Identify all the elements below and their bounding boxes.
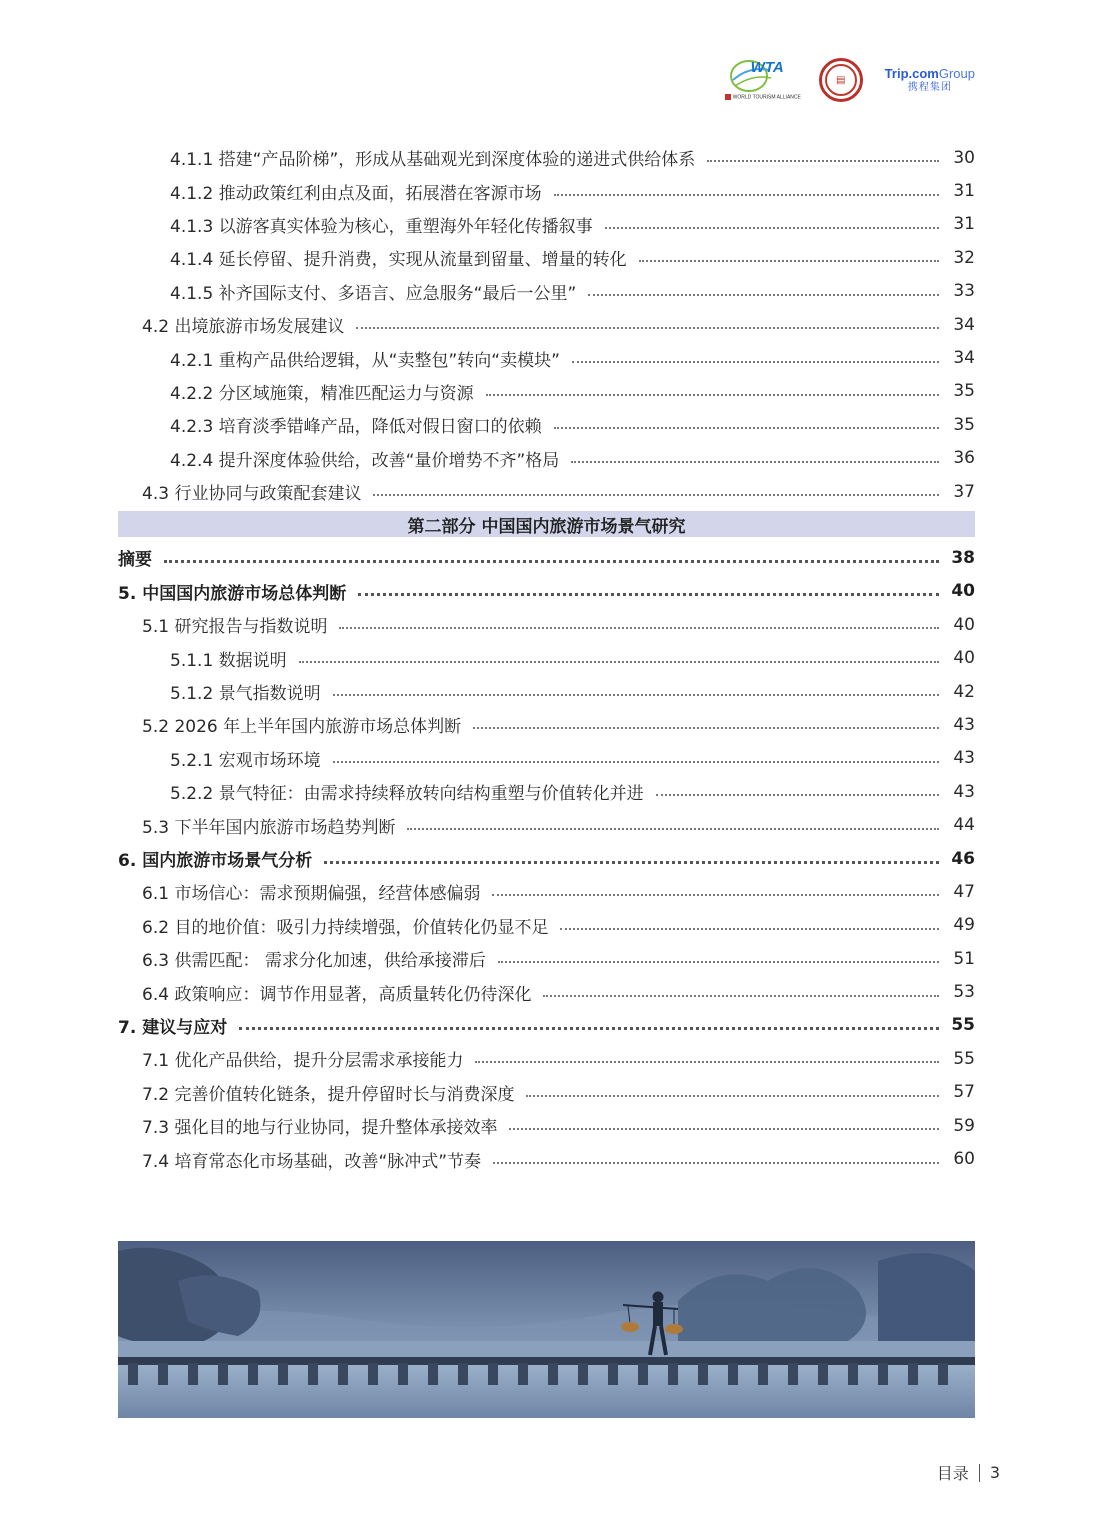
page-footer xyxy=(937,1461,1000,1484)
toc-leader-dots xyxy=(509,1127,939,1130)
toc-entry[interactable] xyxy=(118,975,975,1008)
toc-leader-dots xyxy=(486,393,939,396)
toc-entry-page: 53 xyxy=(953,982,975,1003)
toc-entry-page: 33 xyxy=(953,281,975,302)
wta-mark: WTA xyxy=(750,59,784,76)
toc-entry-page: 40 xyxy=(951,581,975,602)
toc-entry-title: 7.4 培育常态化市场基础，改善“脉冲式”节奏 xyxy=(142,1147,487,1172)
toc-entry[interactable] xyxy=(118,1109,975,1142)
trip-brand-cn: 携程集团 xyxy=(907,82,952,93)
page-number: 3 xyxy=(989,1463,1000,1482)
toc-leader-dots xyxy=(407,827,939,830)
toc-entry-page: 35 xyxy=(953,381,975,402)
toc-entry-page: 34 xyxy=(953,348,975,369)
toc-entry-title: 5.1.1 数据说明 xyxy=(170,646,293,671)
toc-entry-title: 4.2 出境旅游市场发展建议 xyxy=(142,312,350,337)
wta-logo xyxy=(725,56,801,104)
toc-entry[interactable] xyxy=(118,1076,975,1109)
section-header: 第二部分 中国国内旅游市场景气研究 xyxy=(118,511,975,537)
trip-brand xyxy=(885,67,975,80)
toc-entry[interactable] xyxy=(118,174,975,207)
wta-subtitle xyxy=(725,94,801,100)
toc-entry[interactable] xyxy=(118,408,975,441)
toc-entry-page: 51 xyxy=(953,948,975,969)
toc-entry[interactable] xyxy=(118,1042,975,1075)
toc-entry-title: 4.2.3 培育淡季错峰产品，降低对假日窗口的依赖 xyxy=(170,412,548,437)
toc-entry-title: 7.3 强化目的地与行业协同，提升整体承接效率 xyxy=(142,1113,503,1138)
table-of-contents xyxy=(118,141,975,1176)
toc-entry-page: 49 xyxy=(953,915,975,936)
toc-entry-page: 36 xyxy=(953,448,975,469)
toc-leader-dots xyxy=(571,460,939,463)
toc-entry[interactable] xyxy=(118,275,975,308)
toc-leader-dots xyxy=(164,559,939,563)
toc-entry-title: 4.1.2 推动政策红利由点及面，拓展潜在客源市场 xyxy=(170,179,548,204)
toc-leader-dots xyxy=(526,1094,939,1097)
toc-entry[interactable] xyxy=(118,475,975,508)
toc-leader-dots xyxy=(299,660,939,663)
toc-entry[interactable] xyxy=(118,541,975,574)
decorative-photo-stone-bridge xyxy=(118,1241,975,1418)
toc-entry[interactable] xyxy=(118,942,975,975)
toc-entry-page: 43 xyxy=(953,781,975,802)
toc-leader-dots xyxy=(358,592,939,596)
toc-leader-dots xyxy=(554,193,939,196)
toc-leader-dots xyxy=(356,326,939,329)
toc-part1-list xyxy=(118,141,975,508)
toc-entry-page: 40 xyxy=(953,648,975,669)
toc-entry-title: 6.1 市场信心：需求预期偏强，经营体感偏弱 xyxy=(142,879,486,904)
toc-entry-page: 42 xyxy=(953,681,975,702)
footer-divider xyxy=(979,1464,980,1482)
toc-entry-page: 47 xyxy=(953,881,975,902)
toc-entry-title: 5.2.2 景气特征：由需求持续释放转向结构重塑与价值转化并进 xyxy=(170,779,650,804)
toc-entry-page: 40 xyxy=(953,614,975,635)
toc-part2-list xyxy=(118,541,975,1175)
toc-entry[interactable] xyxy=(118,575,975,608)
toc-entry-page: 43 xyxy=(953,714,975,735)
toc-leader-dots xyxy=(554,426,939,429)
toc-entry-title: 7. 建议与应对 xyxy=(118,1013,233,1038)
toc-entry[interactable] xyxy=(118,141,975,174)
toc-entry[interactable] xyxy=(118,842,975,875)
toc-entry-title: 摘要 xyxy=(118,545,158,570)
toc-entry-title: 5.2.1 宏观市场环境 xyxy=(170,746,327,771)
toc-entry-title: 5. 中国国内旅游市场总体判断 xyxy=(118,579,352,604)
toc-entry-title: 5.1.2 景气指数说明 xyxy=(170,679,327,704)
association-seal-logo xyxy=(819,58,863,102)
toc-leader-dots xyxy=(333,693,939,696)
toc-leader-dots xyxy=(560,927,939,930)
toc-entry-page: 44 xyxy=(953,815,975,836)
toc-entry[interactable] xyxy=(118,742,975,775)
toc-entry-page: 34 xyxy=(953,314,975,335)
toc-entry[interactable] xyxy=(118,1142,975,1175)
toc-leader-dots xyxy=(333,760,939,763)
toc-entry-title: 4.3 行业协同与政策配套建议 xyxy=(142,479,367,504)
toc-entry[interactable] xyxy=(118,608,975,641)
toc-entry[interactable] xyxy=(118,208,975,241)
toc-entry[interactable] xyxy=(118,909,975,942)
toc-entry-page: 55 xyxy=(953,1048,975,1069)
seal-emblem-icon: ▤ xyxy=(825,64,857,96)
toc-leader-dots xyxy=(339,626,939,629)
toc-entry[interactable] xyxy=(118,875,975,908)
toc-entry-title: 4.1.5 补齐国际支付、多语言、应急服务“最后一公里” xyxy=(170,279,582,304)
toc-entry[interactable] xyxy=(118,808,975,841)
toc-leader-dots xyxy=(492,893,939,896)
footer-label: 目录 xyxy=(936,1464,969,1483)
toc-entry-title: 6.2 目的地价值：吸引力持续增强，价值转化仍显不足 xyxy=(142,913,554,938)
toc-entry-page: 43 xyxy=(953,748,975,769)
toc-entry-title: 5.1 研究报告与指数说明 xyxy=(142,612,333,637)
toc-entry-title: 4.1.1 搭建“产品阶梯”，形成从基础观光到深度体验的递进式供给体系 xyxy=(170,145,701,170)
toc-entry[interactable] xyxy=(118,341,975,374)
toc-entry-title: 7.1 优化产品供给，提升分层需求承接能力 xyxy=(142,1046,469,1071)
toc-entry-title: 6. 国内旅游市场景气分析 xyxy=(118,846,318,871)
toc-entry-title: 4.2.1 重构产品供给逻辑，从“卖整包”转向“卖模块” xyxy=(170,346,566,371)
toc-entry-title: 5.2 2026 年上半年国内旅游市场总体判断 xyxy=(142,712,467,737)
toc-entry-title: 6.3 供需匹配： 需求分化加速，供给承接滞后 xyxy=(142,946,492,971)
toc-leader-dots xyxy=(605,226,939,229)
toc-entry[interactable] xyxy=(118,1009,975,1042)
toc-leader-dots xyxy=(656,793,939,796)
toc-leader-dots xyxy=(707,159,939,162)
toc-entry[interactable] xyxy=(118,641,975,674)
wta-subtitle-text: WORLD TOURISM ALLIANCE xyxy=(732,94,801,101)
toc-entry-title: 7.2 完善价值转化链条，提升停留时长与消费深度 xyxy=(142,1080,520,1105)
toc-entry-page: 60 xyxy=(953,1149,975,1170)
toc-entry[interactable] xyxy=(118,241,975,274)
toc-entry-page: 35 xyxy=(953,414,975,435)
toc-leader-dots xyxy=(324,860,939,864)
toc-leader-dots xyxy=(639,259,939,262)
toc-entry-page: 59 xyxy=(953,1115,975,1136)
toc-entry-page: 31 xyxy=(953,214,975,235)
toc-leader-dots xyxy=(475,1060,939,1063)
toc-entry-page: 38 xyxy=(951,547,975,568)
toc-entry[interactable] xyxy=(118,308,975,341)
toc-entry-page: 32 xyxy=(953,247,975,268)
toc-entry-title: 4.1.3 以游客真实体验为核心，重塑海外年轻化传播叙事 xyxy=(170,212,599,237)
trip-com-logo xyxy=(885,67,975,93)
toc-leader-dots xyxy=(588,293,939,296)
toc-entry-page: 37 xyxy=(953,481,975,502)
trip-brand-group: Group xyxy=(938,66,975,81)
toc-leader-dots xyxy=(498,960,939,963)
toc-entry[interactable] xyxy=(118,675,975,708)
toc-entry[interactable] xyxy=(118,442,975,475)
toc-leader-dots xyxy=(572,360,939,363)
toc-entry[interactable] xyxy=(118,375,975,408)
toc-entry-title: 5.3 下半年国内旅游市场趋势判断 xyxy=(142,813,401,838)
toc-leader-dots xyxy=(493,1161,939,1164)
toc-entry-title: 4.2.2 分区域施策，精准匹配运力与资源 xyxy=(170,379,480,404)
toc-entry-title: 4.1.4 延长停留、提升消费，实现从流量到留量、增量的转化 xyxy=(170,245,633,270)
toc-entry-title: 4.2.4 提升深度体验供给，改善“量价增势不齐”格局 xyxy=(170,446,565,471)
toc-entry-page: 57 xyxy=(953,1082,975,1103)
toc-entry-page: 55 xyxy=(951,1015,975,1036)
toc-entry-page: 46 xyxy=(951,848,975,869)
toc-leader-dots xyxy=(543,994,939,997)
toc-leader-dots xyxy=(373,493,939,496)
toc-entry[interactable] xyxy=(118,708,975,741)
toc-leader-dots xyxy=(239,1026,939,1030)
header-logos xyxy=(725,52,975,108)
toc-entry-page: 31 xyxy=(953,181,975,202)
toc-leader-dots xyxy=(473,726,939,729)
toc-entry-page: 30 xyxy=(953,147,975,168)
toc-entry-title: 6.4 政策响应：调节作用显著，高质量转化仍待深化 xyxy=(142,980,537,1005)
toc-entry[interactable] xyxy=(118,775,975,808)
trip-brand-name: Trip.com xyxy=(884,66,939,81)
